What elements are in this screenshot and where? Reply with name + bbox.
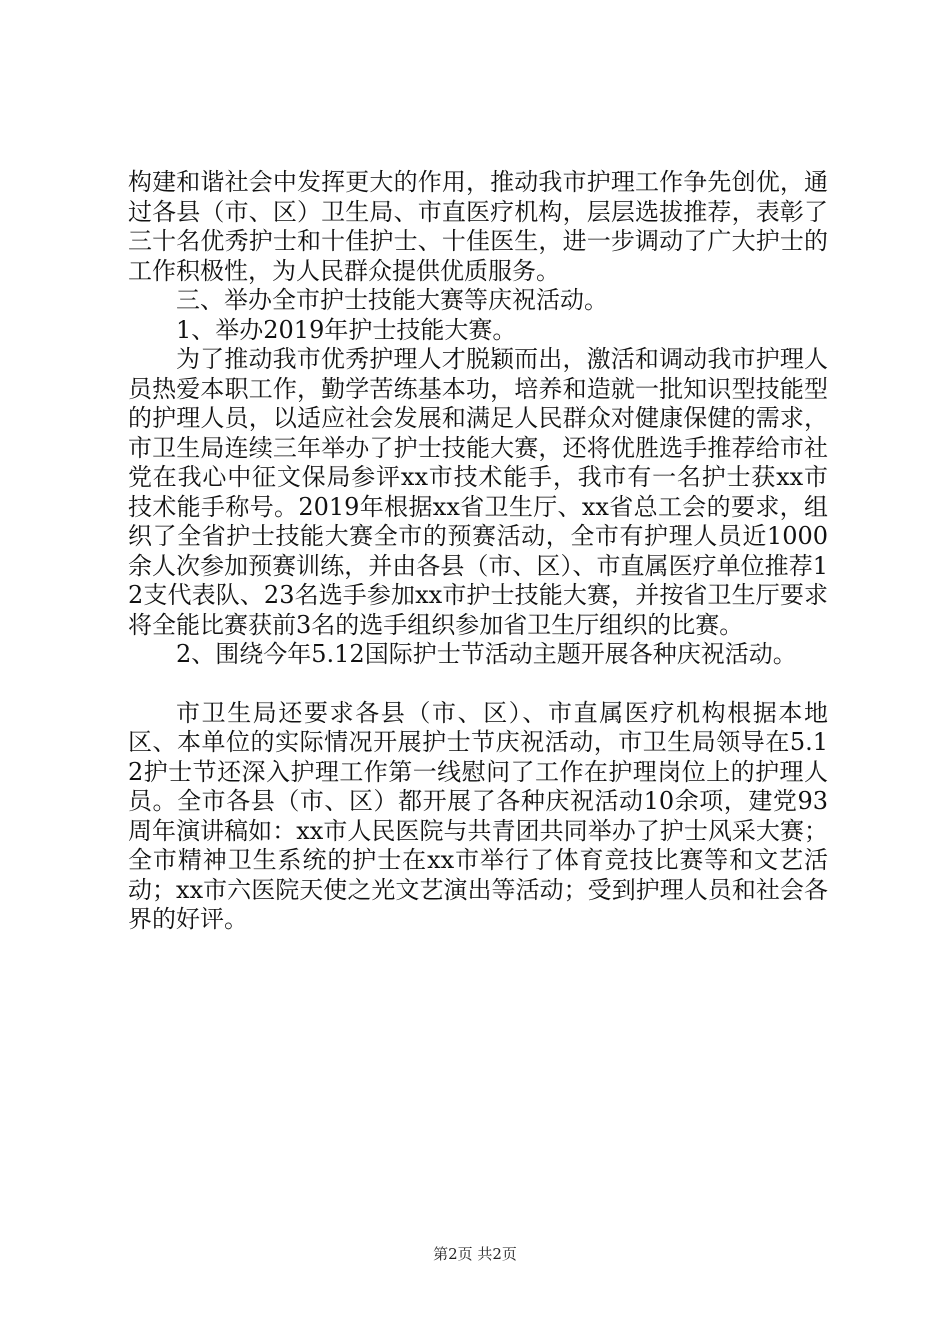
paragraph-nurses-day: 市卫生局还要求各县（市、区）、市直属医疗机构根据本地区、本单位的实际情况开展护士节庆祝活动，市卫生局领导在5.12护士节还深入护理工作第一线慰问了工作在护理岗位上的护理人员。全市各县（市、区）都开展了各种庆祝活动10余项，建党93周年演讲稿如：xx市人民医院与共青团共同举办了护士风采大赛；全市精神卫生系统的护士在xx市举行了体育竞技比赛等和文艺活动；xx市六医院天使之光文艺演出等活动；受到护理人员和社会各界的好评。 bbox=[128, 698, 828, 933]
paragraph-continuation: 构建和谐社会中发挥更大的作用，推动我市护理工作争先创优，通过各县（市、区）卫生局、市直医疗机构，层层选拔推荐，表彰了三十名优秀护士和十佳护士、十佳医生，进一步调动了广大护士的工作积极性，为人民群众提供优质服务。 bbox=[128, 168, 828, 285]
page-footer: 第2页 共2页 bbox=[433, 1245, 517, 1263]
subsection-heading-2: 2、围绕今年5.12国际护士节活动主题开展各种庆祝活动。 bbox=[176, 640, 797, 668]
section-heading-3: 三、举办全市护士技能大赛等庆祝活动。 bbox=[176, 286, 608, 314]
document-body bbox=[128, 168, 828, 935]
subsection-heading-1: 1、举办2019年护士技能大赛。 bbox=[176, 315, 517, 344]
paragraph-skills-contest: 为了推动我市优秀护理人才脱颖而出，激活和调动我市护理人员热爱本职工作，勤学苦练基本功，培养和造就一批知识型技能型的护理人员，以适应社会发展和满足人民群众对健康保健的需求，市卫生局连续三年举办了护士技能大赛，还将优胜选手推荐给市社党在我心中征文保局参评xx市技术能手，我市有一名护士获xx市技术能手称号。2019年根据xx省卫生厅、xx省总工会的要求，组织了全省护士技能大赛全市的预赛活动，全市有护理人员近1000余人次参加预赛训练，并由各县（市、区）、市直属医疗单位推荐12支代表队、23名选手参加xx市护士技能大赛，并按省卫生厅要求将全能比赛获前3名的选手组织参加省卫生厅组织的比赛。 bbox=[128, 345, 828, 639]
